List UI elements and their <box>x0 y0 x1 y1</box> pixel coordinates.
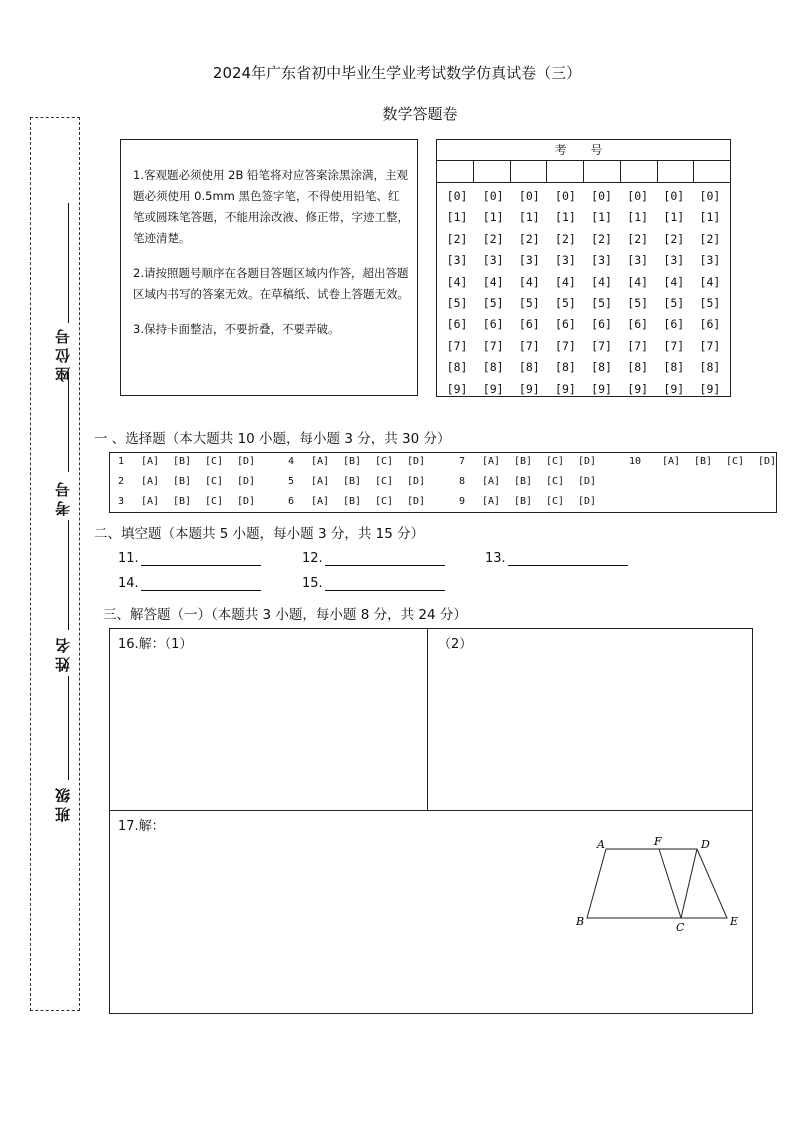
digit-bubble[interactable]: [5] <box>518 296 540 311</box>
exam-number-grid <box>436 139 731 397</box>
label-b: B <box>576 915 585 928</box>
digit-bubble[interactable]: [3] <box>555 253 576 268</box>
digit-bubble[interactable]: [7] <box>446 338 468 353</box>
section3-title: 三、解答题（一）（本题共 3 小题，每小题 8 分，共 24 分） <box>103 607 467 623</box>
digit-bubble[interactable]: [3] <box>482 253 504 268</box>
digit-bubble[interactable]: [4] <box>446 274 468 289</box>
option-bubble[interactable]: [C] <box>546 456 565 467</box>
digit-bubble[interactable]: [4] <box>482 274 504 289</box>
digit-bubble[interactable]: [1] <box>555 210 576 225</box>
option-bubble[interactable]: [B] <box>343 496 362 507</box>
digit-bubble[interactable]: [7] <box>591 338 612 353</box>
digit-bubble[interactable]: [2] <box>482 231 504 246</box>
option-bubble[interactable]: [C] <box>546 476 565 487</box>
instruction-3: 3.保持卡面整洁，不要折叠，不要弄破。 <box>133 322 340 336</box>
digit-bubble[interactable]: [7] <box>627 338 649 353</box>
option-bubble[interactable]: [D] <box>237 476 256 487</box>
digit-bubble[interactable]: [3] <box>699 253 721 268</box>
page-title: 2024年广东省初中毕业生学业考试数学仿真试卷（三） <box>212 64 582 82</box>
blank-number: 11. <box>118 551 139 566</box>
digit-bubble[interactable]: [4] <box>627 274 649 289</box>
digit-bubble[interactable]: [2] <box>555 231 576 246</box>
option-bubble[interactable]: [B] <box>514 496 533 507</box>
digit-bubble[interactable]: [5] <box>482 296 504 311</box>
option-bubble[interactable]: [C] <box>205 496 224 507</box>
class-label: 班级 <box>54 784 72 822</box>
digit-bubble[interactable]: [6] <box>663 317 685 332</box>
digit-bubble[interactable]: [1] <box>482 210 504 225</box>
option-bubble[interactable]: [D] <box>407 476 426 487</box>
digit-bubble[interactable]: [8] <box>627 360 649 375</box>
digit-bubble[interactable]: [4] <box>518 274 540 289</box>
option-bubble[interactable]: [D] <box>578 476 597 487</box>
option-bubble[interactable]: [D] <box>407 496 426 507</box>
write-cell[interactable] <box>437 161 474 182</box>
digit-bubble[interactable]: [9] <box>591 381 612 396</box>
option-bubble[interactable]: [A] <box>311 456 330 467</box>
digit-bubble[interactable]: [9] <box>555 381 576 396</box>
question-number: 9 <box>459 496 466 507</box>
digit-bubble[interactable]: [4] <box>591 274 612 289</box>
option-bubble[interactable]: [D] <box>758 456 777 467</box>
blank-12[interactable] <box>302 551 445 566</box>
option-bubble[interactable]: [A] <box>662 456 681 467</box>
digit-bubble[interactable]: [3] <box>627 253 649 268</box>
option-bubble[interactable]: [B] <box>173 496 192 507</box>
digit-bubble[interactable]: [9] <box>627 381 649 396</box>
figure-outline <box>587 849 727 918</box>
page-subtitle: 数学答题卷 <box>382 105 458 123</box>
digit-bubble[interactable]: [1] <box>627 210 649 225</box>
digit-bubble[interactable]: [9] <box>446 381 468 396</box>
digit-column <box>584 186 620 400</box>
digit-bubble[interactable]: [2] <box>627 231 649 246</box>
digit-bubbles <box>437 183 730 400</box>
segment-dc <box>681 849 697 918</box>
label-c: C <box>676 921 685 934</box>
blank-14[interactable] <box>118 576 261 591</box>
option-bubble[interactable]: [A] <box>311 496 330 507</box>
answer-divider-v <box>427 629 428 810</box>
digit-bubble[interactable]: [6] <box>518 317 540 332</box>
option-bubble[interactable]: [D] <box>578 496 597 507</box>
digit-bubble[interactable]: [7] <box>699 338 721 353</box>
exam-number-title: 考 号 <box>437 140 730 161</box>
digit-bubble[interactable]: [8] <box>482 360 504 375</box>
write-cell[interactable] <box>694 161 730 182</box>
option-bubble[interactable]: [C] <box>726 456 745 467</box>
digit-column <box>547 186 583 400</box>
option-bubble[interactable]: [A] <box>141 456 160 467</box>
section1-title: 一 、选择题（本大题共 10 小题，每小题 3 分，共 30 分） <box>94 431 451 447</box>
digit-bubble[interactable]: [3] <box>518 253 540 268</box>
section2-title: 二、填空题（本题共 5 小题，每小题 3 分，共 15 分） <box>94 526 425 542</box>
blank-number: 15. <box>302 576 323 591</box>
question-number: 5 <box>288 476 295 487</box>
digit-bubble[interactable]: [9] <box>699 381 721 396</box>
digit-column <box>656 186 692 400</box>
binding-strip <box>30 117 80 1011</box>
digit-bubble[interactable]: [1] <box>699 210 721 225</box>
option-bubble[interactable]: [D] <box>237 456 256 467</box>
option-bubble[interactable]: [A] <box>141 496 160 507</box>
digit-bubble[interactable]: [4] <box>699 274 721 289</box>
option-bubble[interactable]: [B] <box>173 456 192 467</box>
option-bubble[interactable]: [C] <box>205 456 224 467</box>
option-bubble[interactable]: [A] <box>311 476 330 487</box>
digit-bubble[interactable]: [3] <box>663 253 685 268</box>
option-bubble[interactable]: [C] <box>546 496 565 507</box>
option-bubble[interactable]: [B] <box>173 476 192 487</box>
question-number: 3 <box>118 496 125 507</box>
digit-bubble[interactable]: [6] <box>591 317 612 332</box>
write-cell[interactable] <box>658 161 695 182</box>
digit-bubble[interactable]: [0] <box>591 189 612 203</box>
question-number: 4 <box>288 456 295 467</box>
seat-label: 座位号 <box>54 325 72 382</box>
label-a: A <box>597 838 605 851</box>
digit-bubble[interactable]: [8] <box>591 360 612 375</box>
seat-line <box>68 203 69 323</box>
digit-bubble[interactable]: [9] <box>482 381 504 396</box>
option-bubble[interactable]: [B] <box>343 456 362 467</box>
trapezoid-figure <box>575 834 750 939</box>
write-cell[interactable] <box>511 161 548 182</box>
write-cell[interactable] <box>621 161 658 182</box>
digit-bubble[interactable]: [2] <box>663 231 685 246</box>
digit-bubble[interactable]: [8] <box>518 360 540 375</box>
write-cell[interactable] <box>547 161 584 182</box>
option-bubble[interactable]: [D] <box>578 456 597 467</box>
digit-bubble[interactable]: [2] <box>518 231 540 246</box>
option-bubble[interactable]: [B] <box>514 456 533 467</box>
digit-bubble[interactable]: [0] <box>663 189 685 203</box>
digit-bubble[interactable]: [5] <box>699 296 721 311</box>
label-d: D <box>701 838 710 851</box>
write-cell[interactable] <box>584 161 621 182</box>
digit-bubble[interactable]: [5] <box>446 296 468 311</box>
option-bubble[interactable]: [A] <box>482 496 501 507</box>
digit-bubble[interactable]: [7] <box>518 338 540 353</box>
option-bubble[interactable]: [D] <box>407 456 426 467</box>
digit-bubble[interactable]: [6] <box>482 317 504 332</box>
name-label: 姓名 <box>54 634 72 672</box>
question-number: 10 <box>629 456 642 467</box>
instruction-2: 2.请按照题号顺序在各题目答题区域内作答，超出答题区域内书写的答案无效。在草稿纸、试卷上答题无效。 <box>133 266 409 301</box>
write-cell[interactable] <box>474 161 511 182</box>
digit-bubble[interactable]: [5] <box>555 296 576 311</box>
digit-bubble[interactable]: [1] <box>518 210 540 225</box>
q17-label: 17.解： <box>118 819 165 834</box>
question-number: 8 <box>459 476 466 487</box>
label-f: F <box>654 835 662 848</box>
digit-column <box>620 186 656 400</box>
answer-area <box>109 628 753 1014</box>
digit-column <box>439 186 475 400</box>
q16-label: 16.解：（1） <box>118 637 193 652</box>
digit-bubble[interactable]: [3] <box>591 253 612 268</box>
examno-label: 考号 <box>54 478 72 516</box>
digit-bubble[interactable]: [6] <box>446 317 468 332</box>
digit-bubble[interactable]: [8] <box>446 360 468 375</box>
digit-bubble[interactable]: [8] <box>555 360 576 375</box>
digit-bubble[interactable]: [7] <box>482 338 504 353</box>
question-number: 7 <box>459 456 466 467</box>
examno-line <box>68 372 69 472</box>
digit-bubble[interactable]: [0] <box>699 189 721 203</box>
option-bubble[interactable]: [A] <box>141 476 160 487</box>
choice-answer-box <box>109 452 777 513</box>
digit-bubble[interactable]: [6] <box>699 317 721 332</box>
question-number: 6 <box>288 496 295 507</box>
digit-bubble[interactable]: [0] <box>446 189 468 203</box>
option-bubble[interactable]: [C] <box>375 476 394 487</box>
digit-bubble[interactable]: [0] <box>555 189 576 203</box>
digit-bubble[interactable]: [8] <box>663 360 685 375</box>
digit-bubble[interactable]: [1] <box>446 210 468 225</box>
digit-bubble[interactable]: [0] <box>627 189 649 203</box>
option-bubble[interactable]: [A] <box>482 476 501 487</box>
digit-bubble[interactable]: [3] <box>446 253 468 268</box>
segment-fc <box>659 849 681 918</box>
digit-column <box>511 186 547 400</box>
blank-11[interactable] <box>118 551 261 566</box>
digit-bubble[interactable]: [4] <box>555 274 576 289</box>
class-line <box>68 676 69 780</box>
digit-bubble[interactable]: [9] <box>663 381 685 396</box>
blank-15[interactable] <box>302 576 445 591</box>
digit-bubble[interactable]: [9] <box>518 381 540 396</box>
blank-number: 14. <box>118 576 139 591</box>
name-line <box>68 520 69 630</box>
option-bubble[interactable]: [B] <box>694 456 713 467</box>
question-number: 1 <box>118 456 125 467</box>
digit-column <box>692 186 728 400</box>
answer-divider-h <box>110 810 752 811</box>
digit-bubble[interactable]: [0] <box>482 189 504 203</box>
digit-bubble[interactable]: [6] <box>555 317 576 332</box>
digit-bubble[interactable]: [6] <box>627 317 649 332</box>
digit-bubble[interactable]: [5] <box>591 296 612 311</box>
option-bubble[interactable]: [B] <box>343 476 362 487</box>
digit-bubble[interactable]: [7] <box>663 338 685 353</box>
digit-bubble[interactable]: [5] <box>663 296 685 311</box>
digit-bubble[interactable]: [8] <box>699 360 721 375</box>
digit-bubble[interactable]: [2] <box>699 231 721 246</box>
instructions-box <box>120 139 418 396</box>
instruction-1: 1.客观题必须使用 2B 铅笔将对应答案涂黑涂满，主观题必须使用 0.5mm 黑色签字笔，不得使用铅笔、红笔或圆珠笔答题，不能用涂改液、修正带，字迹工整，笔迹清楚。 <box>133 168 409 245</box>
digit-bubble[interactable]: [5] <box>627 296 649 311</box>
blank-number: 13. <box>485 551 506 566</box>
digit-bubble[interactable]: [2] <box>446 231 468 246</box>
blank-number: 12. <box>302 551 323 566</box>
option-bubble[interactable]: [C] <box>375 456 394 467</box>
digit-bubble[interactable]: [1] <box>591 210 612 225</box>
option-bubble[interactable]: [C] <box>205 476 224 487</box>
digit-bubble[interactable]: [1] <box>663 210 685 225</box>
question-number: 2 <box>118 476 125 487</box>
digit-column <box>475 186 511 400</box>
digit-bubble[interactable]: [4] <box>663 274 685 289</box>
option-bubble[interactable]: [A] <box>482 456 501 467</box>
blank-13[interactable] <box>485 551 628 566</box>
option-bubble[interactable]: [C] <box>375 496 394 507</box>
digit-bubble[interactable]: [2] <box>591 231 612 246</box>
option-bubble[interactable]: [B] <box>514 476 533 487</box>
digit-bubble[interactable]: [7] <box>555 338 576 353</box>
digit-bubble[interactable]: [0] <box>518 189 540 203</box>
option-bubble[interactable]: [D] <box>237 496 256 507</box>
q16-part2-label: （2） <box>438 637 473 652</box>
exam-number-write-cells <box>437 161 730 183</box>
label-e: E <box>730 915 739 928</box>
